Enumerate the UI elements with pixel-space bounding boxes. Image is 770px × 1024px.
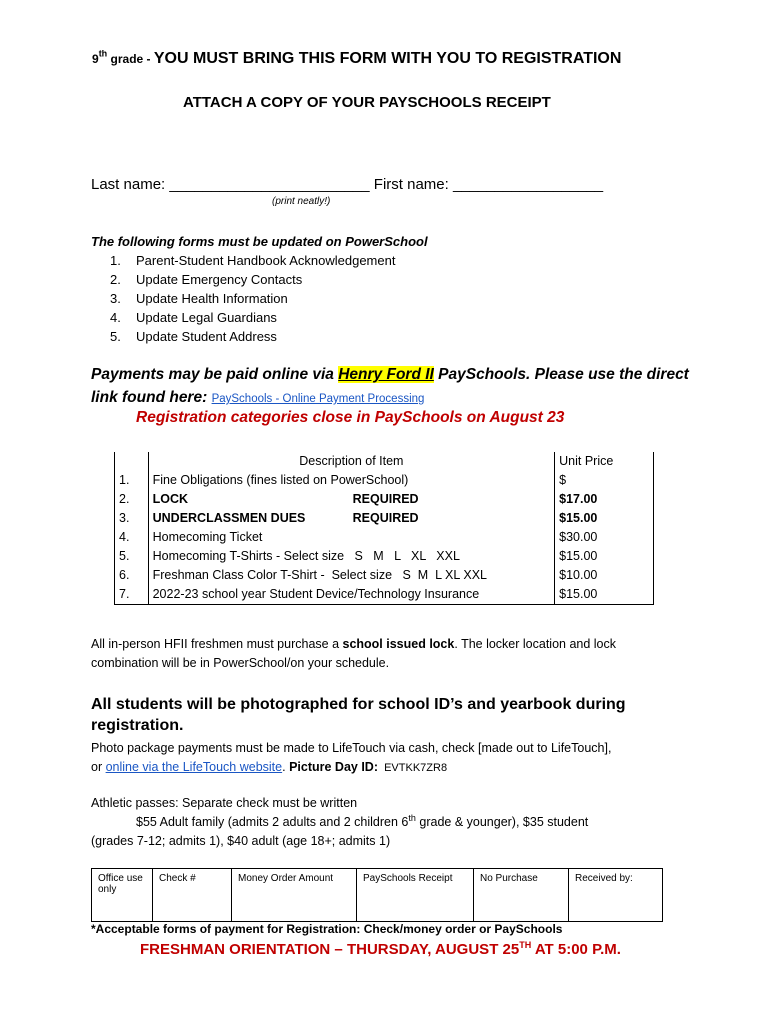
first-name-label: First name:	[369, 176, 453, 193]
name-fields	[91, 176, 603, 193]
print-note: (print neatly!)	[272, 196, 331, 207]
payments-line: Payments may be paid online via Henry Ford II PaySchools. Please use the direct	[91, 366, 689, 383]
list-item: 2. Update Emergency Contacts	[110, 272, 303, 287]
table-row: 1. Fine Obligations (fines listed on PowerSchool) $	[115, 471, 654, 490]
office-use-cell: Office use only	[92, 869, 153, 922]
no-purchase-cell[interactable]: No Purchase	[474, 869, 569, 922]
payschools-receipt-cell[interactable]: PaySchools Receipt	[357, 869, 474, 922]
description-header: Description of Item	[148, 452, 555, 471]
title-main: YOU MUST BRING THIS FORM WITH YOU TO REGISTRATION	[153, 50, 622, 67]
first-name-field[interactable]: __________________	[452, 176, 604, 193]
list-item: 4. Update Legal Guardians	[110, 310, 277, 325]
grade-word: grade -	[107, 52, 154, 66]
required-label: REQUIRED	[352, 511, 419, 525]
table-row: 7. 2022-23 school year Student Device/Technology Insurance $15.00	[115, 585, 654, 605]
money-order-cell[interactable]: Money Order Amount	[232, 869, 357, 922]
list-item: 1. Parent-Student Handbook Acknowledgement	[110, 253, 396, 268]
lock-paragraph: All in-person HFII freshmen must purchase a school issued lock. The locker location and lock combination will be in PowerSchool/on your schedule.	[91, 637, 617, 670]
price-header: Unit Price	[555, 452, 654, 471]
table-row: 4. Homecoming Ticket $30.00	[115, 528, 654, 547]
check-number-cell[interactable]: Check #	[153, 869, 232, 922]
forms-list	[110, 251, 395, 346]
table-row: 2. LOCK REQUIRED $17.00	[115, 490, 654, 509]
items-table	[114, 452, 654, 605]
grade-prefix: 9	[92, 52, 99, 66]
athletic-prices-line: $55 Adult family (admits 2 adults and 2 children 6th grade & younger), $35 student	[136, 812, 589, 829]
acceptable-payment-note: *Acceptable forms of payment for Registration: Check/money order or PaySchools	[91, 922, 563, 936]
school-name-highlight: Henry Ford II	[338, 366, 434, 383]
table-row: 6. Freshman Class Color T-Shirt - Select size S M L XL XXL $10.00	[115, 566, 654, 585]
table-row: 3. UNDERCLASSMEN DUES REQUIRED $15.00	[115, 509, 654, 528]
table-header-row	[115, 452, 654, 471]
list-item: 3. Update Health Information	[110, 291, 288, 306]
lifetouch-link[interactable]: online via the LifeTouch website	[105, 760, 283, 774]
last-name-field[interactable]: ________________________	[169, 176, 370, 193]
last-name-label: Last name:	[91, 176, 170, 193]
picture-day-label: Picture Day ID:	[289, 760, 378, 774]
athletic-passes-line: Athletic passes: Separate check must be written	[91, 796, 358, 810]
athletic-prices-line-2: (grades 7-12; admits 1), $40 adult (age 18+; admits 1)	[91, 834, 391, 848]
payschools-link[interactable]: PaySchools - Online Payment Processing	[211, 393, 425, 405]
page-title	[92, 50, 621, 68]
picture-day-id: EVTKK7ZR8	[377, 762, 448, 774]
office-use-table	[91, 868, 663, 922]
table-row: 5. Homecoming T-Shirts - Select size S M L XL XXL $15.00	[115, 547, 654, 566]
forms-heading: The following forms must be updated on PowerSchool	[91, 234, 428, 249]
required-label: REQUIRED	[352, 492, 419, 506]
list-item: 5. Update Student Address	[110, 329, 277, 344]
received-by-cell[interactable]: Received by:	[569, 869, 663, 922]
page-subtitle: ATTACH A COPY OF YOUR PAYSCHOOLS RECEIPT	[183, 94, 551, 111]
payments-link-line: link found here: PaySchools - Online Payment Processing	[91, 389, 425, 406]
grade-sup: th	[98, 48, 108, 59]
photo-paragraph: Photo package payments must be made to LifeTouch via cash, check [made out to LifeTouch], or online via the LifeTouch website. Picture Day ID: EVTKK7ZR8	[91, 741, 612, 774]
registration-close-note: Registration categories close in PaySchools on August 23	[136, 409, 565, 426]
photo-heading: All students will be photographed for school ID’s and yearbook during registration.	[91, 696, 626, 734]
orientation-notice: FRESHMAN ORIENTATION – THURSDAY, AUGUST 25TH AT 5:00 P.M.	[140, 940, 621, 958]
